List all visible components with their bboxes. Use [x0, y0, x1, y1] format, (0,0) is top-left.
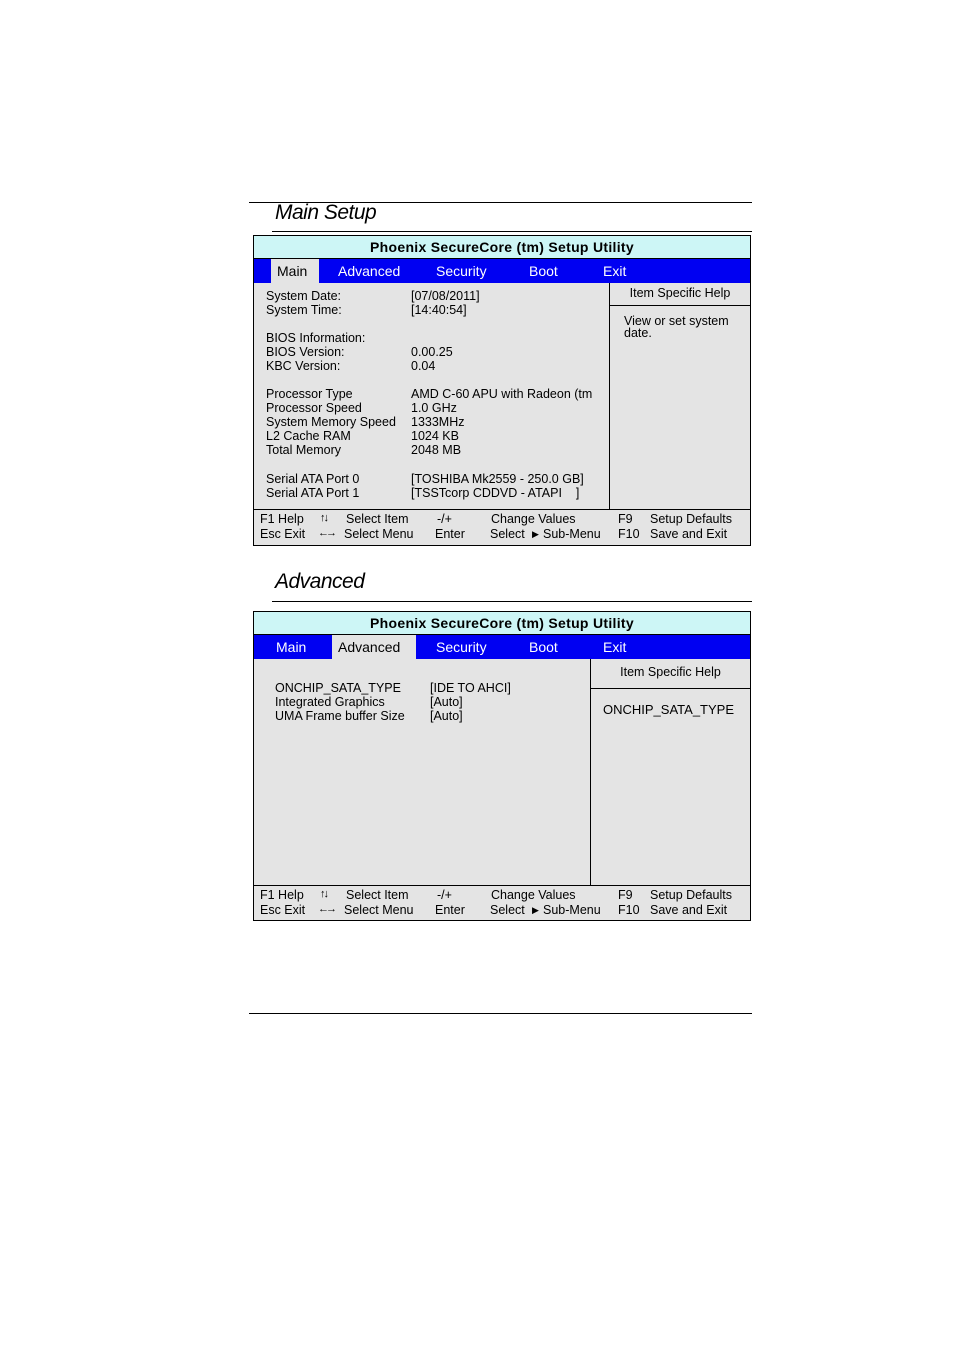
bottom-rule: [249, 1013, 752, 1014]
bios-footer: [254, 510, 750, 545]
field-label: ONCHIP_SATA_TYPE: [275, 681, 401, 695]
tab-advanced[interactable]: Advanced: [332, 635, 416, 659]
field-value: 1024 KB: [411, 429, 459, 443]
footer-save-exit: Save and Exit: [650, 527, 728, 541]
footer-f1-help: F1 Help: [260, 512, 304, 526]
right-triangle-icon: ▶: [532, 905, 539, 915]
footer-select: Select: [490, 903, 525, 917]
footer-select-item: Select Item: [346, 512, 409, 526]
footer-enter: Enter: [435, 903, 465, 917]
field-label: L2 Cache RAM: [266, 429, 351, 443]
footer-minus-plus: -/+: [437, 512, 452, 526]
footer-enter: Enter: [435, 527, 465, 541]
field-value: 0.04: [411, 359, 436, 373]
tab-exit[interactable]: Exit: [603, 639, 627, 655]
field-label: System Date:: [266, 289, 342, 303]
footer-select-menu: Select Menu: [344, 527, 414, 541]
field-value: AMD C-60 APU with Radeon (tm: [411, 387, 593, 401]
field-label: System Memory Speed: [266, 415, 396, 429]
tab-exit[interactable]: Exit: [603, 263, 627, 279]
bios-body: [254, 659, 750, 886]
help-line: View or set system: [624, 314, 729, 328]
advanced-heading: Advanced: [275, 570, 365, 593]
help-text: [610, 306, 750, 339]
footer-f10: F10: [618, 527, 640, 541]
field-value[interactable]: [07/08/2011]: [411, 289, 480, 303]
bios-body: [254, 283, 750, 510]
field-value[interactable]: [TSSTcorp CDDVD - ATAPI ]: [411, 486, 580, 500]
footer-esc-exit: Esc Exit: [260, 527, 306, 541]
tab-boot[interactable]: Boot: [529, 639, 558, 655]
bios-title: Phoenix SecureCore (tm) Setup Utility: [254, 236, 750, 259]
help-line: ONCHIP_SATA_TYPE: [603, 702, 734, 717]
field-value: 2048 MB: [411, 443, 462, 457]
footer-minus-plus: -/+: [437, 888, 452, 902]
footer-esc-exit: Esc Exit: [260, 903, 306, 917]
left-right-arrows-icon: ←→: [318, 903, 334, 915]
field-label: Serial ATA Port 0: [266, 472, 360, 486]
bios-title: Phoenix SecureCore (tm) Setup Utility: [254, 612, 750, 635]
footer-setup-defaults: Setup Defaults: [650, 888, 732, 902]
advanced-screen: [253, 611, 751, 921]
footer-select-menu: Select Menu: [344, 903, 414, 917]
tab-main[interactable]: Main: [276, 639, 307, 655]
field-label: BIOS Information:: [266, 331, 366, 345]
help-panel: [609, 283, 750, 509]
help-header: Item Specific Help: [591, 659, 750, 689]
field-label: Integrated Graphics: [275, 695, 385, 709]
main-setup-underline: [272, 231, 752, 232]
footer-select-item: Select Item: [346, 888, 409, 902]
tab-advanced[interactable]: Advanced: [338, 263, 401, 279]
field-label: Processor Speed: [266, 401, 362, 415]
field-label: Serial ATA Port 1: [266, 486, 360, 500]
field-label: KBC Version:: [266, 359, 341, 373]
field-label: BIOS Version:: [266, 345, 345, 359]
footer-change-values: Change Values: [491, 888, 576, 902]
field-value: 1333MHz: [411, 415, 465, 429]
field-label: Processor Type: [266, 387, 353, 401]
up-down-arrows-icon: ↑↓: [320, 888, 327, 900]
main-setup-heading: Main Setup: [275, 201, 377, 224]
main-setup-screen: [253, 235, 751, 546]
help-panel: [590, 659, 750, 885]
field-value: 1.0 GHz: [411, 401, 457, 415]
left-right-arrows-icon: ←→: [318, 527, 334, 539]
bios-footer: [254, 886, 750, 921]
field-label: UMA Frame buffer Size: [275, 709, 405, 723]
help-header: Item Specific Help: [610, 283, 750, 306]
footer-f9: F9: [618, 888, 633, 902]
footer-sub-menu: Sub-Menu: [543, 903, 601, 917]
advanced-underline: [272, 601, 752, 602]
tab-security[interactable]: Security: [436, 263, 487, 279]
field-value[interactable]: [Auto]: [430, 709, 463, 723]
field-value[interactable]: [Auto]: [430, 695, 463, 709]
up-down-arrows-icon: ↑↓: [320, 512, 327, 524]
tab-security[interactable]: Security: [436, 639, 487, 655]
footer-f1-help: F1 Help: [260, 888, 304, 902]
footer-select: Select: [490, 527, 525, 541]
right-triangle-icon: ▶: [532, 529, 539, 539]
footer-sub-menu: Sub-Menu: [543, 527, 601, 541]
field-label: Total Memory: [266, 443, 342, 457]
bios-menu-bar: [254, 635, 750, 659]
help-text: [591, 689, 750, 716]
footer-save-exit: Save and Exit: [650, 903, 728, 917]
field-value[interactable]: [TOSHIBA Mk2559 - 250.0 GB]: [411, 472, 584, 486]
field-value[interactable]: [14:40:54]: [411, 303, 467, 317]
footer-f10: F10: [618, 903, 640, 917]
bios-menu-bar: [254, 259, 750, 283]
tab-boot[interactable]: Boot: [529, 263, 558, 279]
field-value: 0.00.25: [411, 345, 453, 359]
footer-change-values: Change Values: [491, 512, 576, 526]
tab-main[interactable]: Main: [271, 259, 319, 283]
footer-setup-defaults: Setup Defaults: [650, 512, 732, 526]
footer-f9: F9: [618, 512, 633, 526]
field-value[interactable]: [IDE TO AHCI]: [430, 681, 511, 695]
field-label: System Time:: [266, 303, 342, 317]
help-line: date.: [624, 326, 652, 340]
